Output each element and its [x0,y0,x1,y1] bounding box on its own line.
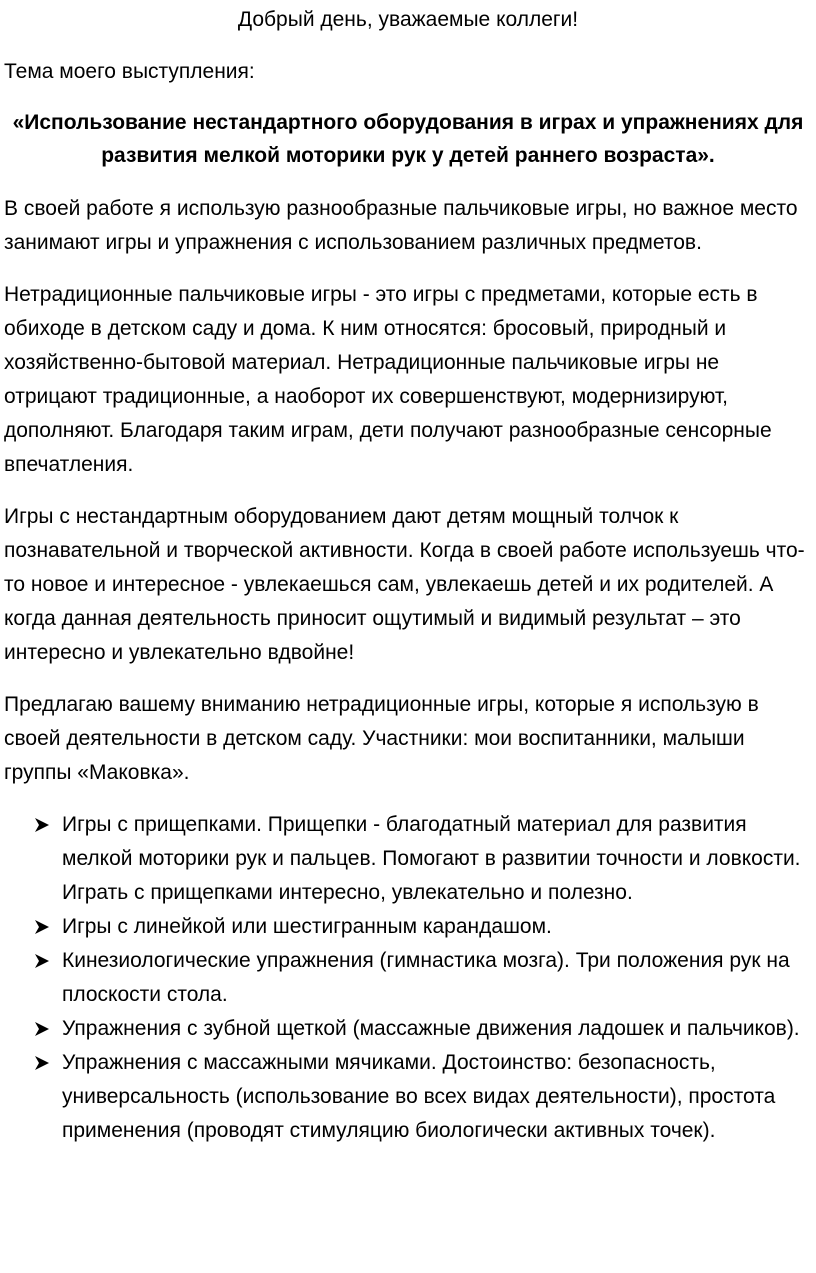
arrowhead-bullet-icon [34,910,56,944]
list-item [4,808,812,910]
list-item [4,1012,812,1046]
list-item-text: Игры с прищепками. Прищепки - благодатный материал для развития мелкой моторики рук и пальцев. Помогают в развитии точности и ловкости. Играть с прищепками интересно, увлекательно и полезно. [62,813,801,904]
list-item [4,1046,812,1148]
list-item-text: Упражнения с массажными мячиками. Достоинство: безопасность, универсальность (использование во всех видах деятельности), простота применения (проводят стимуляцию биологически активных точек). [62,1051,776,1142]
greeting: Добрый день, уважаемые коллеги! [237,8,579,31]
paragraph-nontraditional-games: Нетрадиционные пальчиковые игры - это игры с предметами, которые есть в обиходе в детском саду и дома. К ним относятся: бросовый, природный и хозяйственно-бытовой материал. Нетрадиционные пальчиковые игры не отрицают традиционные, а наоборот их совершенствуют, модернизируют, дополняют. Благодаря таким играм, дети получают разнообразные сенсорные впечатления. [4,283,772,476]
list-item [4,910,812,944]
arrowhead-bullet-icon [34,944,56,978]
arrowhead-bullet-icon [34,808,56,842]
list-item-text: Упражнения с зубной щеткой (массажные движения ладошек и пальчиков). [62,1017,800,1040]
list-item [4,944,812,1012]
topic-label: Тема моего выступления: [4,60,255,83]
arrowhead-bullet-icon [34,1012,56,1046]
list-item-text: Кинезиологические упражнения (гимнастика мозга). Три положения рук на плоскости стола. [62,949,790,1006]
paragraph-intro: В своей работе я использую разнообразные пальчиковые игры, но важное место занимают игры и упражнения с использованием различных предметов. [4,197,798,254]
arrowhead-bullet-icon [34,1046,56,1080]
paragraph-equipment-benefits: Игры с нестандартным оборудованием дают детям мощный толчок к познавательной и творческой активности. Когда в своей работе используешь что-то новое и интересное - увлекаешься сам, увлекаешь детей и их родителей. А когда данная деятельность приносит ощутимый и видимый результат – это интересно и увлекательно вдвойне! [4,505,805,664]
topic-title: «Использование нестандартного оборудования в играх и упражнениях для развития мелкой моторики рук у детей раннего возраста». [12,111,804,167]
list-item-text: Игры с линейкой или шестигранным карандашом. [62,915,552,938]
games-list [4,808,812,1148]
paragraph-offer: Предлагаю вашему вниманию нетрадиционные игры, которые я использую в своей деятельности в детском саду. Участники: мои воспитанники, малыши группы «Маковка». [4,693,759,784]
